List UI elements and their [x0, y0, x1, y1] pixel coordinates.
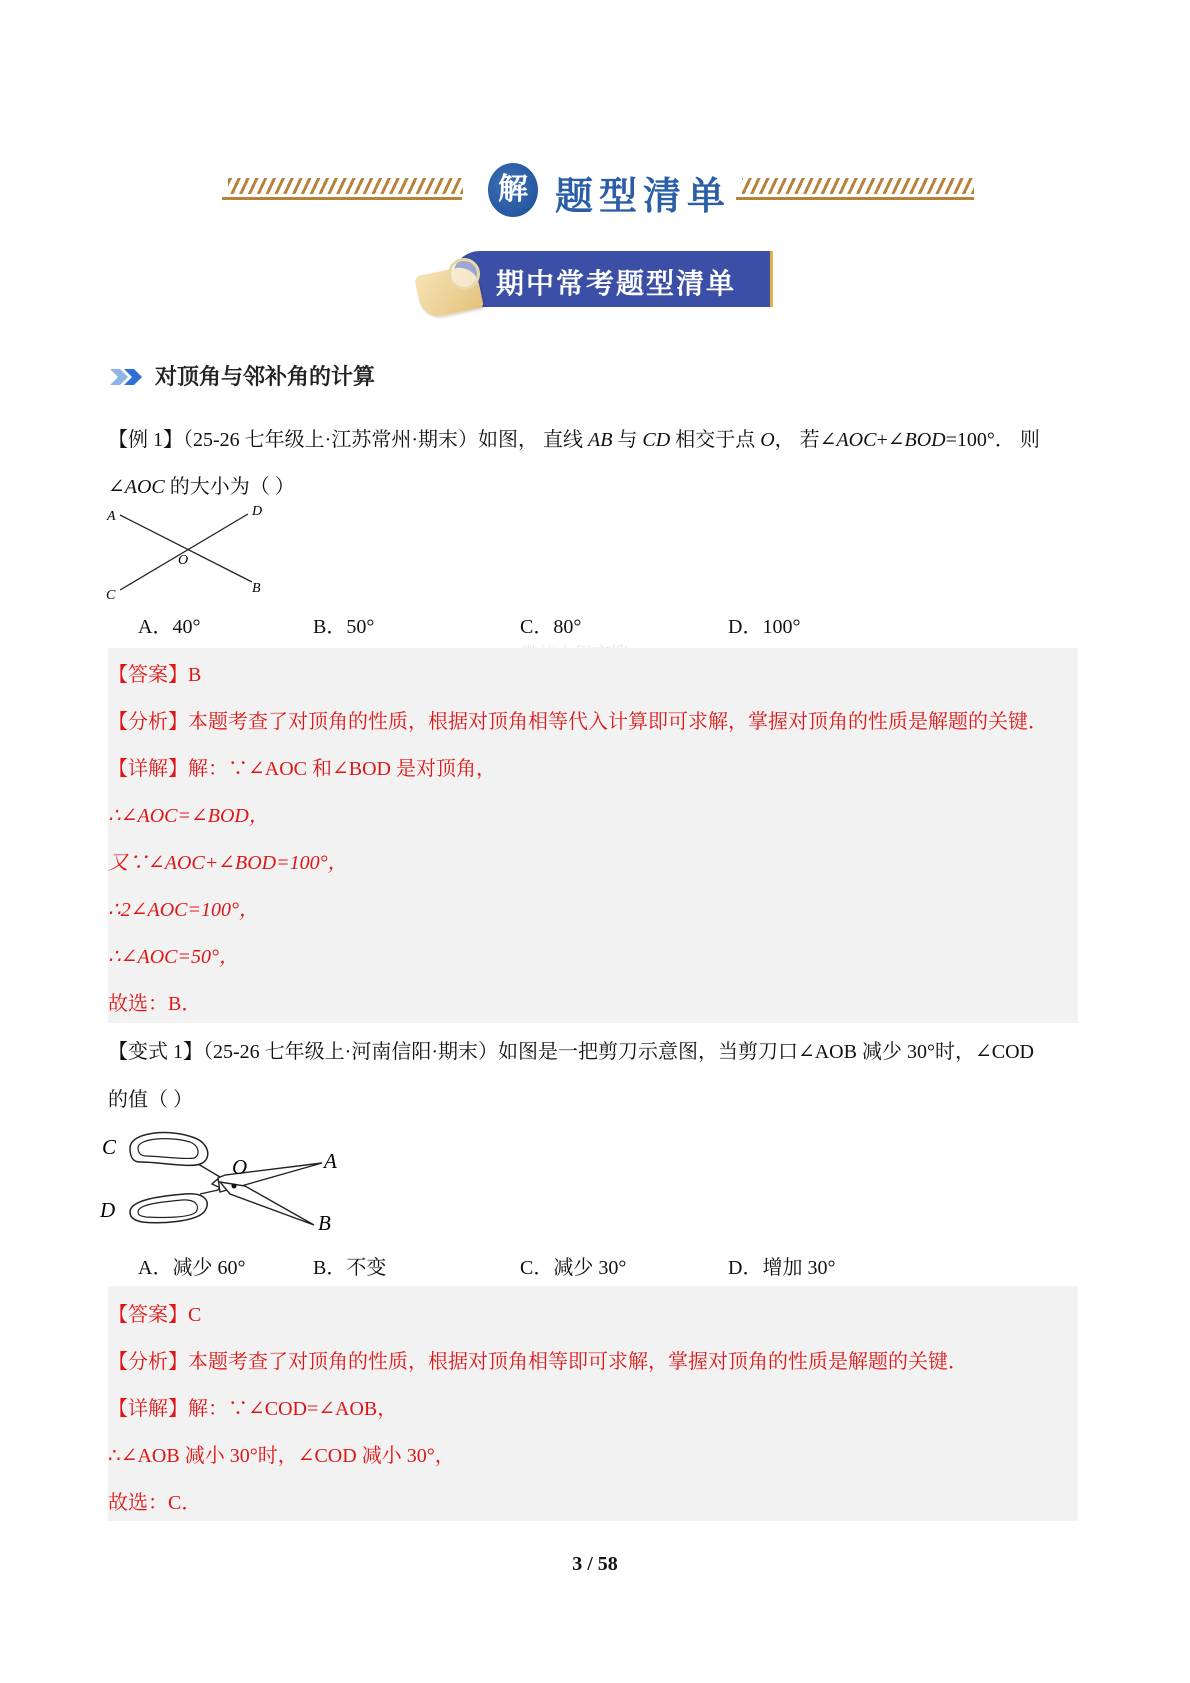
label-d: D [252, 504, 263, 519]
answer-value: C [188, 1304, 202, 1326]
double-chevron-icon [110, 367, 148, 387]
label-d: D [100, 1198, 116, 1222]
example1-stem [108, 423, 1040, 452]
detail-label: 【详解】 [108, 758, 188, 780]
option-a[interactable] [138, 1251, 245, 1280]
option-letter: A． [138, 616, 173, 638]
example1-detail-line: ∴∠AOC=50°， [108, 946, 239, 968]
option-text: 不变 [346, 1257, 387, 1279]
analysis-label: 【分析】 [108, 1351, 188, 1373]
stem-text: 如图是一把剪刀示意图，当剪刀口∠AOB 减少 30°时，∠COD [497, 1041, 1034, 1063]
example1-stem-line2 [108, 470, 295, 499]
option-c[interactable] [520, 1251, 626, 1280]
left-hatch-decoration [228, 178, 463, 194]
option-text: 减少 60° [172, 1257, 246, 1279]
stem-text: ， 若∠ [774, 429, 837, 451]
option-text: 50° [346, 616, 375, 638]
example1-analysis [108, 705, 1048, 734]
option-text: 减少 30° [553, 1257, 627, 1279]
stem-text: 相交于点 [670, 429, 761, 451]
stem-math: O [760, 429, 775, 451]
jie-badge-icon: 解 [488, 163, 538, 217]
variant1-analysis [108, 1345, 968, 1374]
detail-text: 解：∵∠AOC 和∠BOD 是对顶角， [188, 758, 496, 780]
stem-text: 与 [612, 429, 643, 451]
option-letter: C． [520, 1257, 554, 1279]
stem-text: =100°． 则 [945, 429, 1040, 451]
variant1-source: （25-26 七年级上·河南信阳·期末） [203, 1041, 498, 1063]
scissors-figure [100, 1120, 360, 1230]
option-text: 100° [762, 616, 801, 638]
stem-text: +∠ [876, 429, 905, 451]
option-d[interactable] [728, 1251, 835, 1280]
stem-math: AB [587, 429, 613, 451]
label-b: B [252, 581, 261, 596]
variant1-label: 【变式 1】 [108, 1041, 203, 1063]
option-d[interactable] [728, 610, 800, 639]
example1-detail-line [108, 752, 496, 781]
answer-label: 【答案】 [108, 664, 188, 686]
analysis-text: 本题考查了对顶角的性质，根据对顶角相等代入计算即可求解，掌握对顶角的性质是解题的关键． [188, 711, 1048, 733]
analysis-label: 【分析】 [108, 711, 188, 733]
stem-math: BOD [904, 429, 946, 451]
variant1-detail-line: 故选：C． [108, 1492, 202, 1514]
detail-text: 解：∵∠COD=∠AOB， [188, 1398, 398, 1420]
stem-math: AOC [836, 429, 877, 451]
option-letter: C． [520, 616, 554, 638]
example1-detail-line: ∴2∠AOC=100°， [108, 899, 259, 921]
variant1-detail-line: ∴∠AOB 减小 30°时，∠COD 减小 30°， [108, 1445, 455, 1467]
intersecting-lines-figure [100, 500, 270, 600]
analysis-text: 本题考查了对顶角的性质，根据对顶角相等即可求解，掌握对顶角的性质是解题的关键． [188, 1351, 968, 1373]
right-underline-decoration [736, 197, 974, 200]
variant1-detail-line [108, 1392, 397, 1421]
example1-detail-line: 又∵∠AOC+∠BOD=100°， [108, 852, 348, 874]
label-c: C [106, 588, 116, 600]
page-number: 3 / 58 [572, 1553, 618, 1575]
label-a: A [107, 509, 116, 524]
banner-title: 题型清单 [555, 173, 732, 218]
label-c: C [102, 1135, 117, 1159]
option-text: 40° [172, 616, 201, 638]
right-hatch-decoration [742, 178, 974, 194]
label-o: O [232, 1155, 248, 1179]
answer-label: 【答案】 [108, 1304, 188, 1326]
option-letter: B． [313, 1257, 347, 1279]
option-b[interactable] [313, 610, 374, 639]
option-a[interactable] [138, 610, 200, 639]
label-b: B [318, 1211, 331, 1230]
option-b[interactable] [313, 1251, 386, 1280]
example1-answer [108, 658, 201, 687]
stem-text: 的大小为（ ） [164, 476, 295, 498]
variant1-stem [108, 1035, 1034, 1064]
label-a: A [324, 1149, 337, 1173]
example1-label: 【例 1】 [108, 429, 183, 451]
example1-detail-line: 故选：B． [108, 993, 202, 1015]
left-underline-decoration [222, 197, 462, 200]
detail-label: 【详解】 [108, 1398, 188, 1420]
option-letter: B． [313, 616, 347, 638]
option-letter: D． [728, 616, 763, 638]
stem-math: CD [642, 429, 671, 451]
stem-text: 如图， 直线 [477, 429, 588, 451]
label-o: O [178, 553, 189, 568]
stem-math: AOC [124, 476, 165, 498]
subbanner-title: 期中常考题型清单 [496, 267, 737, 300]
example1-source: （25-26 七年级上·江苏常州·期末） [183, 429, 478, 451]
section-title: 对顶角与邻补角的计算 [155, 365, 376, 390]
option-c[interactable] [520, 610, 581, 639]
example1-detail-line: ∴∠AOC=∠BOD， [108, 805, 269, 827]
variant1-stem-line2: 的值（ ） [108, 1089, 193, 1111]
stem-text: ∠ [108, 476, 125, 498]
answer-value: B [188, 664, 202, 686]
magnifier-icon [448, 258, 480, 290]
option-letter: A． [138, 1257, 173, 1279]
option-letter: D． [728, 1257, 763, 1279]
variant1-answer [108, 1298, 201, 1327]
option-text: 增加 30° [762, 1257, 836, 1279]
option-text: 80° [553, 616, 582, 638]
